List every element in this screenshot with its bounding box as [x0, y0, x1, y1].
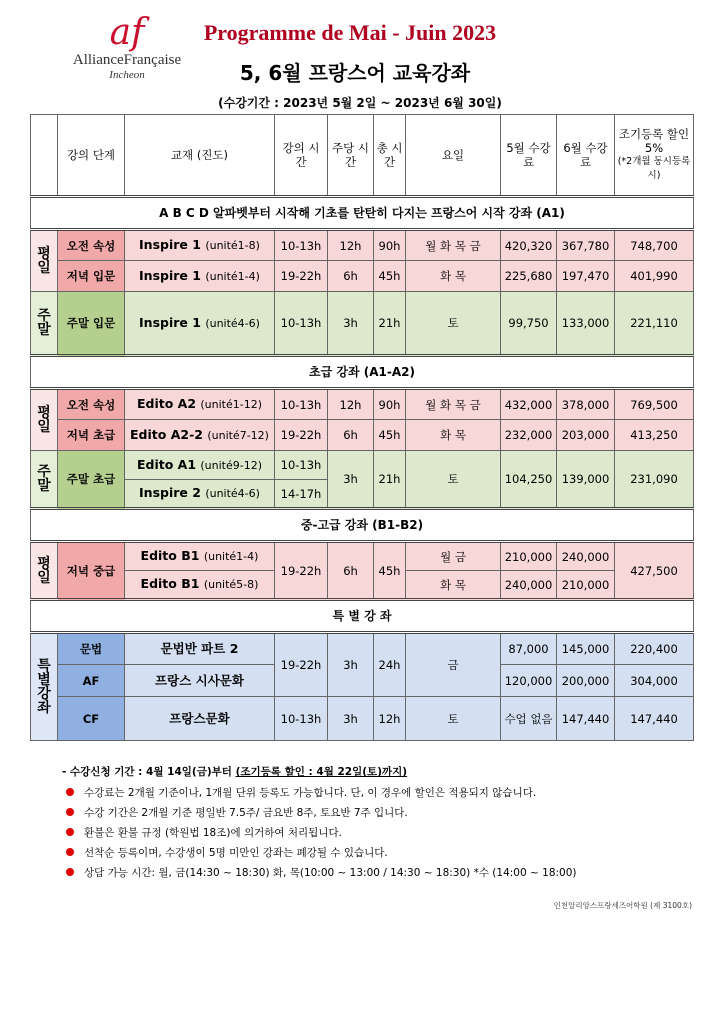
book-cell: Inspire 2 (unité4-6)	[125, 480, 275, 509]
page-title-french: Programme de Mai - Juin 2023	[203, 20, 497, 45]
days-cell: 월 화 목 금	[406, 230, 501, 261]
group-label-weekend: 주 말	[31, 292, 58, 356]
june-fee-cell: 240,000	[557, 542, 615, 571]
may-fee-cell: 420,320	[501, 230, 557, 261]
group-label-weekday: 평 일	[31, 389, 58, 451]
time-cell: 10-13h	[275, 697, 328, 741]
time-cell: 10-13h	[275, 292, 328, 356]
schedule-table	[30, 114, 694, 741]
may-fee-cell: 232,000	[501, 420, 557, 451]
weekly-cell: 3h	[328, 451, 374, 509]
total-cell: 90h	[374, 230, 406, 261]
header-early-title: 조기등록 할인 5%	[618, 127, 690, 155]
june-fee-cell: 203,000	[557, 420, 615, 451]
bullet-icon	[66, 828, 74, 836]
book-cell: Edito A2-2 (unité7-12)	[125, 420, 275, 451]
level-cell: 주말 초급	[58, 451, 125, 509]
header-weekly: 주당 시간	[328, 115, 374, 197]
group-label-weekend: 주 말	[31, 451, 58, 509]
page-title-korean: 5, 6월 프랑스어 교육강좌	[239, 61, 471, 85]
total-cell: 45h	[374, 420, 406, 451]
logo-city: Incheon	[109, 69, 145, 81]
weekly-cell: 3h	[328, 292, 374, 356]
notes-list	[62, 785, 702, 880]
course-period: (수강기간 : 2023년 5월 2일 ~ 2023년 6월 30일)	[218, 96, 502, 110]
may-fee-cell: 225,680	[501, 261, 557, 292]
weekly-cell: 12h	[328, 230, 374, 261]
level-cell: 저녁 초급	[58, 420, 125, 451]
early-fee-cell: 220,400	[615, 633, 694, 665]
early-fee-cell: 147,440	[615, 697, 694, 741]
may-fee-cell: 87,000	[501, 633, 557, 665]
june-fee-cell: 147,440	[557, 697, 615, 741]
may-fee-cell: 120,000	[501, 665, 557, 697]
header-book: 교재 (진도)	[125, 115, 275, 197]
list-item: 수강료는 2개월 기준이나, 1개월 단위 등록도 가능합니다. 단, 이 경우에 할인은 적용되지 않습니다.	[62, 785, 702, 800]
bullet-icon	[66, 848, 74, 856]
list-item: 수강 기간은 2개월 기준 평일반 7.5주/ 금요반 8주, 토요반 7주 입니다.	[62, 805, 702, 820]
section-title-a1: A B C D 알파벳부터 시작해 기초를 탄탄히 다지는 프랑스어 시작 강좌 (A1)	[31, 197, 694, 230]
time-cell: 19-22h	[275, 420, 328, 451]
group-label-weekday: 평 일	[31, 230, 58, 292]
table-row	[31, 292, 694, 356]
level-cell: 저녁 입문	[58, 261, 125, 292]
total-cell: 90h	[374, 389, 406, 420]
time-cell: 14-17h	[275, 480, 328, 509]
early-fee-cell: 427,500	[615, 542, 694, 600]
early-fee-cell: 304,000	[615, 665, 694, 697]
bullet-icon	[66, 808, 74, 816]
header-early-note: (*2개월 동시등록시)	[617, 156, 691, 181]
list-item: 환불은 환불 규정 (학원법 18조)에 의거하여 처리됩니다.	[62, 825, 702, 840]
list-item: 선착순 등록이며, 수강생이 5명 미만인 강좌는 폐강될 수 있습니다.	[62, 845, 702, 860]
level-cell: 저녁 중급	[58, 542, 125, 600]
may-fee-cell: 432,000	[501, 389, 557, 420]
days-cell: 화 목	[406, 261, 501, 292]
book-cell: Edito A2 (unité1-12)	[125, 389, 275, 420]
book-cell: Edito B1 (unité1-4)	[125, 542, 275, 571]
june-fee-cell: 200,000	[557, 665, 615, 697]
early-fee-cell: 221,110	[615, 292, 694, 356]
total-cell: 45h	[374, 542, 406, 600]
section-title-b1-b2: 중-고급 강좌 (B1-B2)	[31, 509, 694, 542]
book-cell: 프랑스문화	[125, 697, 275, 741]
table-row	[31, 697, 694, 741]
table-row	[31, 420, 694, 451]
early-fee-cell: 769,500	[615, 389, 694, 420]
may-fee-cell: 104,250	[501, 451, 557, 509]
book-cell: Inspire 1 (unité4-6)	[125, 292, 275, 356]
weekly-cell: 3h	[328, 633, 374, 697]
registration-period: - 수강신청 기간 : 4월 14일(금)부터 (조기등록 할인 : 4월 22일(토)까지)	[62, 766, 408, 778]
june-fee-cell: 367,780	[557, 230, 615, 261]
book-cell: Inspire 1 (unité1-4)	[125, 261, 275, 292]
logo-name: AllianceFrançaise	[72, 52, 182, 68]
book-cell: 문법반 파트 2	[125, 633, 275, 665]
level-cell: CF	[58, 697, 125, 741]
time-cell: 10-13h	[275, 230, 328, 261]
book-cell: Inspire 1 (unité1-8)	[125, 230, 275, 261]
header-may-fee: 5월 수강료	[501, 115, 557, 197]
level-cell: 주말 입문	[58, 292, 125, 356]
total-cell: 21h	[374, 292, 406, 356]
early-fee-cell: 231,090	[615, 451, 694, 509]
june-fee-cell: 139,000	[557, 451, 615, 509]
bullet-icon	[66, 788, 74, 796]
early-fee-cell: 413,250	[615, 420, 694, 451]
may-fee-cell: 수업 없음	[501, 697, 557, 741]
days-cell: 토	[406, 292, 501, 356]
header-time: 강의 시간	[275, 115, 328, 197]
book-cell: Edito B1 (unité5-8)	[125, 571, 275, 600]
book-cell: 프랑스 시사문화	[125, 665, 275, 697]
level-cell: 오전 속성	[58, 389, 125, 420]
june-fee-cell: 197,470	[557, 261, 615, 292]
table-header-row	[31, 115, 694, 197]
weekly-cell: 12h	[328, 389, 374, 420]
may-fee-cell: 210,000	[501, 542, 557, 571]
weekly-cell: 6h	[328, 261, 374, 292]
weekly-cell: 3h	[328, 697, 374, 741]
june-fee-cell: 145,000	[557, 633, 615, 665]
group-label-weekday: 평 일	[31, 542, 58, 600]
table-row	[31, 542, 694, 571]
book-cell: Edito A1 (unité9-12)	[125, 451, 275, 480]
table-row	[31, 230, 694, 261]
days-cell: 화 목	[406, 571, 501, 600]
days-cell: 화 목	[406, 420, 501, 451]
time-cell: 19-22h	[275, 542, 328, 600]
header-days: 요일	[406, 115, 501, 197]
notes-section	[62, 764, 702, 885]
level-cell: AF	[58, 665, 125, 697]
header-total: 총 시 간	[374, 115, 406, 197]
level-cell: 오전 속성	[58, 230, 125, 261]
header-level: 강의 단계	[58, 115, 125, 197]
weekly-cell: 6h	[328, 542, 374, 600]
days-cell: 토	[406, 697, 501, 741]
group-label-special: 특 별 강 좌	[31, 633, 58, 741]
june-fee-cell: 210,000	[557, 571, 615, 600]
time-cell: 10-13h	[275, 389, 328, 420]
days-cell: 월 화 목 금	[406, 389, 501, 420]
early-fee-cell: 748,700	[615, 230, 694, 261]
early-fee-cell: 401,990	[615, 261, 694, 292]
total-cell: 24h	[374, 633, 406, 697]
list-item: 상담 가능 시간: 월, 금(14:30 ~ 18:30) 화, 목(10:00 ~ 13:00 / 14:30 ~ 18:30) *수 (14:00 ~ 18:00)	[62, 865, 702, 880]
days-cell: 월 금	[406, 542, 501, 571]
bullet-icon	[66, 868, 74, 876]
days-cell: 금	[406, 633, 501, 697]
footer-text: 인천알리앙스프랑세즈어학원 (제 3100호)	[553, 901, 692, 910]
june-fee-cell: 133,000	[557, 292, 615, 356]
time-cell: 19-22h	[275, 261, 328, 292]
time-cell: 10-13h	[275, 451, 328, 480]
may-fee-cell: 99,750	[501, 292, 557, 356]
total-cell: 45h	[374, 261, 406, 292]
level-cell: 문법	[58, 633, 125, 665]
table-row	[31, 389, 694, 420]
header-early	[615, 115, 694, 197]
total-cell: 21h	[374, 451, 406, 509]
section-title-special: 특 별 강 좌	[31, 600, 694, 633]
table-row	[31, 261, 694, 292]
section-title-a1-a2: 초급 강좌 (A1-A2)	[31, 356, 694, 389]
header-june-fee: 6월 수강료	[557, 115, 615, 197]
weekly-cell: 6h	[328, 420, 374, 451]
total-cell: 12h	[374, 697, 406, 741]
days-cell: 토	[406, 451, 501, 509]
june-fee-cell: 378,000	[557, 389, 615, 420]
table-row	[31, 633, 694, 665]
may-fee-cell: 240,000	[501, 571, 557, 600]
table-row	[31, 451, 694, 480]
header-empty	[31, 115, 58, 197]
time-cell: 19-22h	[275, 633, 328, 697]
logo-mark: af	[109, 12, 145, 53]
